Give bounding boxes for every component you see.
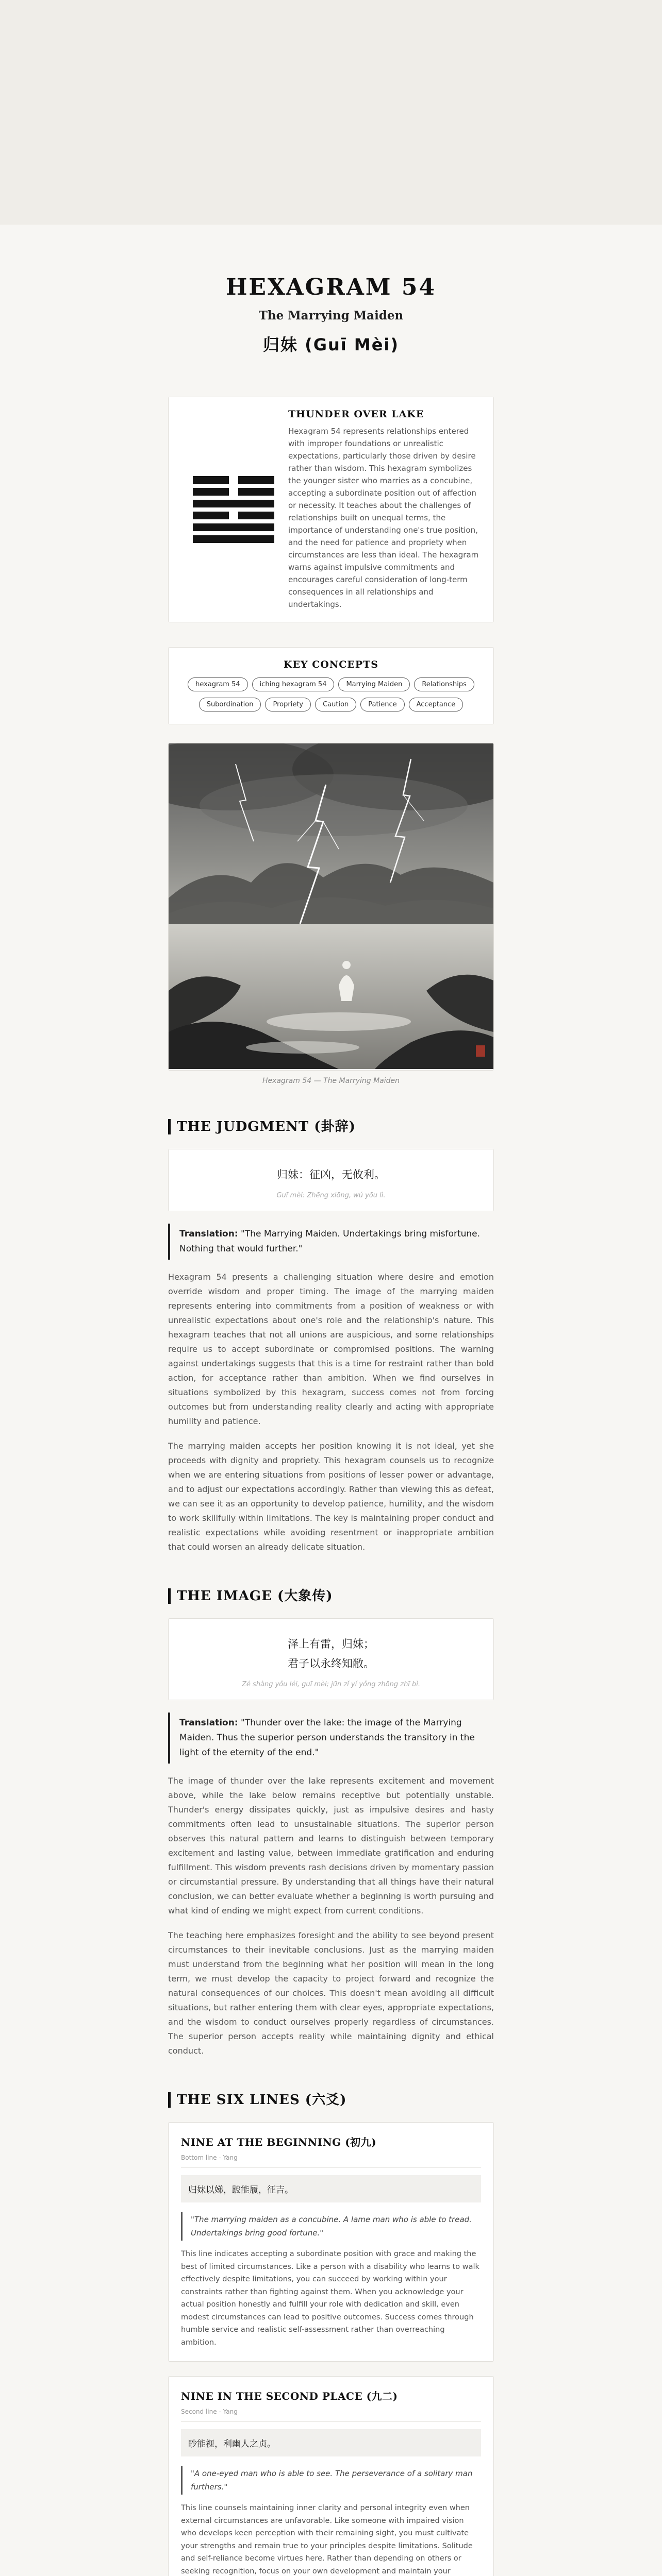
image-translation xyxy=(168,1713,494,1764)
image-chinese-line: 泽上有雷，归妹； xyxy=(288,1638,374,1650)
line-card-1 xyxy=(168,2122,494,2362)
page-title: HEXAGRAM 54 xyxy=(225,274,437,300)
judgment-chinese: 归妹：征凶，无攸利。 xyxy=(277,1168,385,1181)
concept-chip[interactable]: hexagram 54 xyxy=(188,677,248,691)
line-title: NINE IN THE SECOND PLACE (九二) xyxy=(181,2390,398,2402)
chinese-name: 归妹 (Guī Mèi) xyxy=(262,335,400,354)
hexagram-line-1 xyxy=(193,535,274,543)
top-banner xyxy=(0,0,662,225)
thunder-lake-painting xyxy=(169,743,493,1069)
key-concepts-heading: KEY CONCEPTS xyxy=(284,659,378,670)
trigram-heading: THUNDER OVER LAKE xyxy=(288,409,424,420)
concept-chip[interactable]: iching hexagram 54 xyxy=(252,677,335,691)
judgment-translation xyxy=(168,1224,494,1260)
line-position: Bottom line - Yang xyxy=(181,2154,481,2168)
hexagram-line-3 xyxy=(193,512,274,519)
judgment-paragraph: The marrying maiden accepts her position knowing it is not ideal, yet she proceeds with dignity and propriety. This hexagram counsels us to recognize when we are entering situations from positions of lesser power or advantage, and to adjust our expectations accordingly. Rather than viewing this as defeat, we can see it as an opportunity to develop patience, humility, and the wisdom to work skillfully within limitations. The key is maintaining proper conduct and realistic expectations while avoiding resentment or inappropriate ambition that could worsen an already delicate situation. xyxy=(168,1441,494,1552)
line-description: This line counsels maintaining inner clarity and personal integrity even when external circumstances are unfavorable. Like someone with impaired vision who develops keen perception with their remaining sight, you must cultivate your strengths and remain true to your principles despite limitations. Solitude and self-reliance become virtues here. Rather than depending on others or seeking recognition, focus on your own development and maintain your xyxy=(181,2504,473,2575)
concept-chip[interactable]: Subordination xyxy=(199,698,261,711)
image-paragraph: The teaching here emphasizes foresight and the ability to see beyond present circumstances to their inevitable conclusions. Just as the marrying maiden must understand from the beginning what her position will mean in the long term, we must develop the capacity to project forward and recognize the natural consequences of our choices. This doesn't mean avoiding all difficult situations, but rather entering them with clear eyes, appropriate expectations, and the wisdom to conduct ourselves properly regardless of circumstances. The superior person accepts reality while maintaining dignity and ethical conduct. xyxy=(168,1930,494,2056)
image-pinyin: Zé shàng yǒu léi, guī mèi; jūn zǐ yǐ yǒng zhōng zhī bì. xyxy=(241,1681,421,1688)
concept-chip[interactable]: Relationships xyxy=(414,677,474,691)
image-chinese-line: 君子以永终知敝。 xyxy=(288,1657,374,1670)
hero-illustration xyxy=(168,743,494,1071)
translation-text: "The Marrying Maiden. Undertakings bring misfortune. Nothing that would further." xyxy=(179,1229,481,1254)
line-chinese: 眇能视，利幽人之贞。 xyxy=(181,2429,481,2456)
page-content xyxy=(168,225,494,2576)
title-block xyxy=(168,225,494,355)
image-paragraph: The image of thunder over the lake represents excitement and movement above, while the lake below remains receptive but potentially unstable. Thunder's energy dissipates quickly, just as impulsive desires and hasty commitments often lead to unsustainable situations. The superior person observes this natural pattern and learns to distinguish between temporary excitement and lasting value, between immediate gratification and enduring fulfillment. This wisdom prevents rash decisions driven by momentary passion or circumstantial pressure. By understanding that all things have their natural conclusion, we can better evaluate whether a beginning is worth pursuing and what kind of ending we might expect from current conditions. xyxy=(168,1776,494,1916)
judgment-pinyin: Guī mèi: Zhēng xiōng, wú yōu lì. xyxy=(276,1192,386,1199)
line-description: This line indicates accepting a subordinate position with grace and making the best of limited circumstances. Like a person with a disability who learns to walk effectively despite limitations, you can succeed by working within your constraints rather than fighting against them. When you acknowledge your actual position honestly and fulfill your role with dedication and skill, even modest circumstances can lead to positive outcomes. Success comes through humble service and realistic self-assessment rather than overreaching ambition. xyxy=(181,2250,479,2347)
hexagram-line-2 xyxy=(193,523,274,531)
hexagram-line-4 xyxy=(193,500,274,507)
trigram-body: Hexagram 54 represents relationships entered with improper foundations or unrealistic expectations, particularly those driven by desire rather than wisdom. This hexagram symbolizes the younger sister who marries as a concubine, accepting a subordinate position out of affection or necessity. It teaches about the challenges of relationships built on unequal terms, the importance of understanding one's true position, and the need for patience and propriety when circumstances are less than ideal. The hexagram warns against impulsive commitments and encourages careful consideration of long-term consequences in all relationships and undertakings. xyxy=(288,427,479,609)
hexagram-line-6 xyxy=(193,476,274,484)
judgment-heading: THE JUDGMENT (卦辞) xyxy=(168,1119,494,1134)
translation-label: Translation: xyxy=(179,1229,238,1239)
translation-label: Translation: xyxy=(179,1718,238,1728)
image-caption: Hexagram 54 — The Marrying Maiden xyxy=(262,1077,400,1085)
key-concepts-card xyxy=(168,647,494,724)
page-subtitle: The Marrying Maiden xyxy=(258,309,404,323)
line-card-2 xyxy=(168,2376,494,2576)
line-english: "A one-eyed man who is able to see. The perseverance of a solitary man furthers." xyxy=(181,2466,481,2495)
line-title: NINE AT THE BEGINNING (初九) xyxy=(181,2136,377,2148)
judgment-quote-card xyxy=(168,1149,494,1211)
concept-chip[interactable]: Acceptance xyxy=(409,698,464,711)
image-quote-card xyxy=(168,1618,494,1700)
trigram-card xyxy=(168,397,494,622)
line-chinese: 归妹以娣，跛能履，征吉。 xyxy=(181,2175,481,2202)
hexagram-54-icon xyxy=(179,409,288,611)
concept-chips xyxy=(174,677,488,711)
hexagram-line-5 xyxy=(193,488,274,496)
concept-chip[interactable]: Patience xyxy=(360,698,404,711)
image-heading: THE IMAGE (大象传) xyxy=(168,1588,494,1604)
concept-chip[interactable]: Caution xyxy=(315,698,356,711)
trigram-description xyxy=(288,409,483,611)
six-lines-heading: THE SIX LINES (六爻) xyxy=(168,2092,494,2108)
concept-chip[interactable]: Marrying Maiden xyxy=(338,677,410,691)
line-english: "The marrying maiden as a concubine. A lame man who is able to tread. Undertakings bring good fortune." xyxy=(181,2212,481,2241)
translation-text: "Thunder over the lake: the image of the Marrying Maiden. Thus the superior person understands the transitory in the light of the eternity of the end." xyxy=(179,1718,475,1758)
concept-chip[interactable]: Propriety xyxy=(265,698,311,711)
line-position: Second line - Yang xyxy=(181,2408,481,2422)
judgment-paragraph: Hexagram 54 presents a challenging situation where desire and emotion override wisdom and proper timing. The image of the marrying maiden represents entering into commitments from a position of weakness or with unrealistic expectations about one's role and the relationship's nature. This hexagram teaches that not all unions are auspicious, and some relationships require us to accept subordinate or compromised positions. The warning against undertakings suggests that this is a time for restraint rather than bold action, for acceptance rather than ambition. When we find ourselves in situations symbolized by this hexagram, success comes not from forcing outcomes but from understanding reality clearly and acting with appropriate humility and patience. xyxy=(168,1272,494,1426)
